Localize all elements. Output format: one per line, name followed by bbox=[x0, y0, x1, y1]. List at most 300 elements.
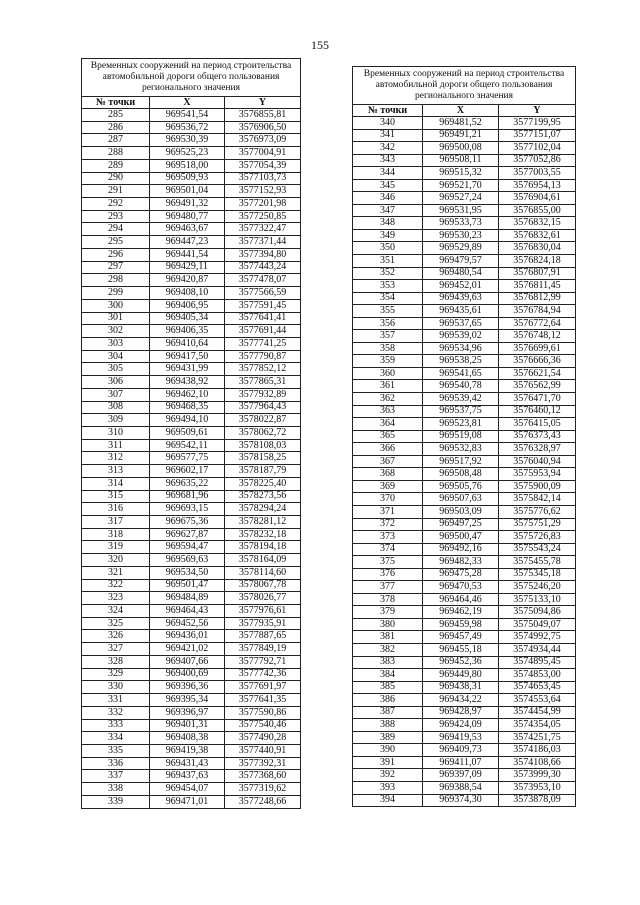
point-number-cell: 385 bbox=[353, 681, 423, 694]
table-row bbox=[353, 719, 576, 732]
x-coordinate-cell: 969521,70 bbox=[423, 179, 499, 192]
x-coordinate-cell: 969454,07 bbox=[150, 783, 225, 796]
table-row bbox=[82, 388, 301, 401]
x-coordinate-cell: 969532,83 bbox=[423, 443, 499, 456]
x-coordinate-cell: 969455,18 bbox=[423, 643, 499, 656]
x-coordinate-cell: 969464,43 bbox=[150, 605, 225, 618]
y-coordinate-cell: 3576973,09 bbox=[225, 134, 301, 147]
point-number-cell: 320 bbox=[82, 554, 150, 567]
point-number-cell: 318 bbox=[82, 528, 150, 541]
point-number-cell: 360 bbox=[353, 367, 423, 380]
table-row bbox=[82, 630, 301, 643]
table-row bbox=[82, 337, 301, 350]
x-coordinate-cell: 969505,76 bbox=[423, 480, 499, 493]
x-coordinate-cell: 969627,87 bbox=[150, 528, 225, 541]
point-number-cell: 333 bbox=[82, 719, 150, 732]
y-coordinate-cell: 3576562,99 bbox=[499, 380, 576, 393]
x-coordinate-cell: 969388,54 bbox=[423, 781, 499, 794]
y-coordinate-cell: 3577691,44 bbox=[225, 325, 301, 338]
x-coordinate-cell: 969602,17 bbox=[150, 465, 225, 478]
x-coordinate-cell: 969463,67 bbox=[150, 223, 225, 236]
y-coordinate-cell: 3576666,36 bbox=[499, 355, 576, 368]
point-number-cell: 303 bbox=[82, 337, 150, 350]
table-row bbox=[82, 325, 301, 338]
y-coordinate-cell: 3577319,62 bbox=[225, 783, 301, 796]
x-coordinate-cell: 969437,63 bbox=[150, 770, 225, 783]
x-coordinate-cell: 969525,23 bbox=[150, 147, 225, 160]
x-coordinate-cell: 969534,96 bbox=[423, 342, 499, 355]
y-coordinate-cell: 3577887,65 bbox=[225, 630, 301, 643]
point-number-cell: 298 bbox=[82, 274, 150, 287]
y-coordinate-cell: 3575751,29 bbox=[499, 518, 576, 531]
x-coordinate-cell: 969541,54 bbox=[150, 109, 225, 122]
table-row bbox=[82, 350, 301, 363]
y-coordinate-cell: 3577248,66 bbox=[225, 795, 301, 808]
y-coordinate-cell: 3577368,60 bbox=[225, 770, 301, 783]
point-number-cell: 365 bbox=[353, 430, 423, 443]
x-coordinate-cell: 969400,69 bbox=[150, 668, 225, 681]
point-number-cell: 316 bbox=[82, 503, 150, 516]
table-row bbox=[82, 528, 301, 541]
y-coordinate-cell: 3574186,03 bbox=[499, 744, 576, 757]
table-row bbox=[353, 631, 576, 644]
point-number-cell: 352 bbox=[353, 267, 423, 280]
y-coordinate-cell: 3577052,86 bbox=[499, 154, 576, 167]
table-row bbox=[353, 581, 576, 594]
y-coordinate-cell: 3575900,09 bbox=[499, 480, 576, 493]
point-number-cell: 359 bbox=[353, 355, 423, 368]
x-coordinate-cell: 969494,10 bbox=[150, 414, 225, 427]
point-number-cell: 299 bbox=[82, 287, 150, 300]
point-number-cell: 340 bbox=[353, 117, 423, 130]
x-coordinate-cell: 969397,09 bbox=[423, 769, 499, 782]
point-number-cell: 348 bbox=[353, 217, 423, 230]
point-number-cell: 323 bbox=[82, 592, 150, 605]
y-coordinate-cell: 3577250,85 bbox=[225, 210, 301, 223]
point-number-cell: 312 bbox=[82, 452, 150, 465]
table-row bbox=[82, 668, 301, 681]
table-row bbox=[353, 706, 576, 719]
x-coordinate-cell: 969539,02 bbox=[423, 330, 499, 343]
y-coordinate-cell: 3577443,24 bbox=[225, 261, 301, 274]
point-number-cell: 355 bbox=[353, 305, 423, 318]
x-coordinate-cell: 969509,61 bbox=[150, 426, 225, 439]
x-coordinate-cell: 969507,63 bbox=[423, 493, 499, 506]
y-coordinate-cell: 3577790,87 bbox=[225, 350, 301, 363]
x-coordinate-cell: 969542,11 bbox=[150, 439, 225, 452]
point-number-cell: 382 bbox=[353, 643, 423, 656]
table-row bbox=[353, 355, 576, 368]
point-number-cell: 304 bbox=[82, 350, 150, 363]
point-number-cell: 317 bbox=[82, 516, 150, 529]
y-coordinate-cell: 3574895,45 bbox=[499, 656, 576, 669]
x-coordinate-cell: 969457,49 bbox=[423, 631, 499, 644]
y-coordinate-cell: 3576328,97 bbox=[499, 443, 576, 456]
table-row bbox=[353, 493, 576, 506]
x-coordinate-cell: 969540,78 bbox=[423, 380, 499, 393]
point-number-cell: 291 bbox=[82, 185, 150, 198]
x-coordinate-cell: 969431,43 bbox=[150, 757, 225, 770]
y-coordinate-cell: 3574108,66 bbox=[499, 756, 576, 769]
column-header-x: X bbox=[423, 105, 499, 117]
column-header-x: X bbox=[150, 97, 225, 109]
y-coordinate-cell: 3576824,18 bbox=[499, 255, 576, 268]
x-coordinate-cell: 969452,01 bbox=[423, 280, 499, 293]
table-row bbox=[82, 312, 301, 325]
table-row bbox=[353, 405, 576, 418]
x-coordinate-cell: 969594,47 bbox=[150, 541, 225, 554]
x-coordinate-cell: 969421,02 bbox=[150, 643, 225, 656]
x-coordinate-cell: 969434,22 bbox=[423, 694, 499, 707]
point-number-cell: 367 bbox=[353, 455, 423, 468]
column-header-y: Y bbox=[499, 105, 576, 117]
table-row bbox=[82, 299, 301, 312]
x-coordinate-cell: 969537,75 bbox=[423, 405, 499, 418]
table-row bbox=[82, 592, 301, 605]
point-number-cell: 384 bbox=[353, 669, 423, 682]
x-coordinate-cell: 969675,36 bbox=[150, 516, 225, 529]
point-number-cell: 347 bbox=[353, 204, 423, 217]
x-coordinate-cell: 969420,87 bbox=[150, 274, 225, 287]
x-coordinate-cell: 969396,36 bbox=[150, 681, 225, 694]
table-row bbox=[82, 719, 301, 732]
y-coordinate-cell: 3578187,79 bbox=[225, 465, 301, 478]
x-coordinate-cell: 969374,30 bbox=[423, 794, 499, 807]
x-coordinate-cell: 969536,72 bbox=[150, 121, 225, 134]
y-coordinate-cell: 3576904,61 bbox=[499, 192, 576, 205]
column-header-point: № точки bbox=[82, 97, 150, 109]
x-coordinate-cell: 969503,09 bbox=[423, 505, 499, 518]
x-coordinate-cell: 969395,34 bbox=[150, 694, 225, 707]
x-coordinate-cell: 969480,77 bbox=[150, 210, 225, 223]
y-coordinate-cell: 3577201,98 bbox=[225, 198, 301, 211]
y-coordinate-cell: 3576807,91 bbox=[499, 267, 576, 280]
x-coordinate-cell: 969429,11 bbox=[150, 261, 225, 274]
table-row bbox=[82, 795, 301, 808]
y-coordinate-cell: 3576855,00 bbox=[499, 204, 576, 217]
point-number-cell: 358 bbox=[353, 342, 423, 355]
y-coordinate-cell: 3577849,19 bbox=[225, 643, 301, 656]
table-row bbox=[353, 229, 576, 242]
y-coordinate-cell: 3573878,09 bbox=[499, 794, 576, 807]
y-coordinate-cell: 3576812,99 bbox=[499, 292, 576, 305]
table-row bbox=[353, 430, 576, 443]
y-coordinate-cell: 3575094,86 bbox=[499, 606, 576, 619]
point-number-cell: 344 bbox=[353, 167, 423, 180]
y-coordinate-cell: 3578164,09 bbox=[225, 554, 301, 567]
y-coordinate-cell: 3577394,80 bbox=[225, 248, 301, 261]
table-row bbox=[82, 414, 301, 427]
table-row bbox=[353, 267, 576, 280]
table-row bbox=[353, 280, 576, 293]
point-number-cell: 296 bbox=[82, 248, 150, 261]
table-row bbox=[353, 317, 576, 330]
x-coordinate-cell: 969436,01 bbox=[150, 630, 225, 643]
column-header-point: № точки bbox=[353, 105, 423, 117]
table-caption: Временных сооружений на период строительства автомобильной дороги общего пользования регионального значения bbox=[353, 67, 576, 105]
table-row bbox=[353, 731, 576, 744]
table-row bbox=[82, 566, 301, 579]
point-number-cell: 342 bbox=[353, 142, 423, 155]
point-number-cell: 338 bbox=[82, 783, 150, 796]
y-coordinate-cell: 3577976,61 bbox=[225, 605, 301, 618]
x-coordinate-cell: 969459,98 bbox=[423, 618, 499, 631]
point-number-cell: 386 bbox=[353, 694, 423, 707]
table-row bbox=[82, 477, 301, 490]
y-coordinate-cell: 3577852,12 bbox=[225, 363, 301, 376]
x-coordinate-cell: 969492,16 bbox=[423, 543, 499, 556]
y-coordinate-cell: 3578114,60 bbox=[225, 566, 301, 579]
y-coordinate-cell: 3576460,12 bbox=[499, 405, 576, 418]
y-coordinate-cell: 3574553,64 bbox=[499, 694, 576, 707]
table-row bbox=[82, 617, 301, 630]
table-row bbox=[353, 167, 576, 180]
x-coordinate-cell: 969538,25 bbox=[423, 355, 499, 368]
point-number-cell: 301 bbox=[82, 312, 150, 325]
y-coordinate-cell: 3578108,03 bbox=[225, 439, 301, 452]
table-row bbox=[82, 490, 301, 503]
table-row bbox=[82, 783, 301, 796]
point-number-cell: 288 bbox=[82, 147, 150, 160]
y-coordinate-cell: 3575543,24 bbox=[499, 543, 576, 556]
table-row bbox=[353, 292, 576, 305]
point-number-cell: 369 bbox=[353, 480, 423, 493]
y-coordinate-cell: 3577865,31 bbox=[225, 376, 301, 389]
point-number-cell: 383 bbox=[353, 656, 423, 669]
y-coordinate-cell: 3577964,43 bbox=[225, 401, 301, 414]
table-row bbox=[353, 418, 576, 431]
x-coordinate-cell: 969438,92 bbox=[150, 376, 225, 389]
y-coordinate-cell: 3575246,20 bbox=[499, 581, 576, 594]
point-number-cell: 349 bbox=[353, 229, 423, 242]
table-row bbox=[353, 694, 576, 707]
y-coordinate-cell: 3575953,94 bbox=[499, 468, 576, 481]
point-number-cell: 392 bbox=[353, 769, 423, 782]
x-coordinate-cell: 969500,08 bbox=[423, 142, 499, 155]
x-coordinate-cell: 969527,24 bbox=[423, 192, 499, 205]
x-coordinate-cell: 969439,63 bbox=[423, 292, 499, 305]
x-coordinate-cell: 969518,00 bbox=[150, 159, 225, 172]
point-number-cell: 332 bbox=[82, 706, 150, 719]
y-coordinate-cell: 3576832,61 bbox=[499, 229, 576, 242]
table-row bbox=[82, 681, 301, 694]
y-coordinate-cell: 3578281,12 bbox=[225, 516, 301, 529]
y-coordinate-cell: 3576040,94 bbox=[499, 455, 576, 468]
y-coordinate-cell: 3575049,07 bbox=[499, 618, 576, 631]
table-row bbox=[353, 669, 576, 682]
table-row bbox=[353, 681, 576, 694]
coordinates-table-left bbox=[81, 58, 301, 809]
x-coordinate-cell: 969408,10 bbox=[150, 287, 225, 300]
y-coordinate-cell: 3577102,04 bbox=[499, 142, 576, 155]
point-number-cell: 357 bbox=[353, 330, 423, 343]
y-coordinate-cell: 3577003,55 bbox=[499, 167, 576, 180]
y-coordinate-cell: 3577151,07 bbox=[499, 129, 576, 142]
y-coordinate-cell: 3576415,05 bbox=[499, 418, 576, 431]
point-number-cell: 319 bbox=[82, 541, 150, 554]
point-number-cell: 370 bbox=[353, 493, 423, 506]
point-number-cell: 285 bbox=[82, 109, 150, 122]
table-row bbox=[353, 568, 576, 581]
table-row bbox=[353, 543, 576, 556]
table-row bbox=[82, 121, 301, 134]
y-coordinate-cell: 3577199,95 bbox=[499, 117, 576, 130]
x-coordinate-cell: 969537,65 bbox=[423, 317, 499, 330]
y-coordinate-cell: 3575842,14 bbox=[499, 493, 576, 506]
x-coordinate-cell: 969501,04 bbox=[150, 185, 225, 198]
point-number-cell: 315 bbox=[82, 490, 150, 503]
point-number-cell: 341 bbox=[353, 129, 423, 142]
y-coordinate-cell: 3577054,39 bbox=[225, 159, 301, 172]
y-coordinate-cell: 3574853,00 bbox=[499, 669, 576, 682]
y-coordinate-cell: 3576699,61 bbox=[499, 342, 576, 355]
x-coordinate-cell: 969441,54 bbox=[150, 248, 225, 261]
table-row bbox=[353, 531, 576, 544]
point-number-cell: 321 bbox=[82, 566, 150, 579]
x-coordinate-cell: 969475,28 bbox=[423, 568, 499, 581]
point-number-cell: 353 bbox=[353, 280, 423, 293]
table-row bbox=[82, 426, 301, 439]
x-coordinate-cell: 969401,31 bbox=[150, 719, 225, 732]
x-coordinate-cell: 969447,23 bbox=[150, 236, 225, 249]
x-coordinate-cell: 969541,65 bbox=[423, 367, 499, 380]
table-row bbox=[353, 154, 576, 167]
point-number-cell: 313 bbox=[82, 465, 150, 478]
x-coordinate-cell: 969497,25 bbox=[423, 518, 499, 531]
point-number-cell: 310 bbox=[82, 426, 150, 439]
x-coordinate-cell: 969529,89 bbox=[423, 242, 499, 255]
table-row bbox=[353, 455, 576, 468]
table-row bbox=[82, 109, 301, 122]
x-coordinate-cell: 969539,42 bbox=[423, 393, 499, 406]
x-coordinate-cell: 969462,19 bbox=[423, 606, 499, 619]
table-row bbox=[82, 541, 301, 554]
point-number-cell: 293 bbox=[82, 210, 150, 223]
point-number-cell: 363 bbox=[353, 405, 423, 418]
y-coordinate-cell: 3578225,40 bbox=[225, 477, 301, 490]
x-coordinate-cell: 969405,34 bbox=[150, 312, 225, 325]
table-row bbox=[82, 465, 301, 478]
table-row bbox=[82, 147, 301, 160]
y-coordinate-cell: 3577322,47 bbox=[225, 223, 301, 236]
table-row bbox=[82, 770, 301, 783]
y-coordinate-cell: 3577152,93 bbox=[225, 185, 301, 198]
x-coordinate-cell: 969449,80 bbox=[423, 669, 499, 682]
point-number-cell: 345 bbox=[353, 179, 423, 192]
point-number-cell: 387 bbox=[353, 706, 423, 719]
y-coordinate-cell: 3576471,70 bbox=[499, 393, 576, 406]
point-number-cell: 330 bbox=[82, 681, 150, 694]
point-number-cell: 308 bbox=[82, 401, 150, 414]
y-coordinate-cell: 3577742,36 bbox=[225, 668, 301, 681]
x-coordinate-cell: 969508,11 bbox=[423, 154, 499, 167]
table-row bbox=[353, 305, 576, 318]
y-coordinate-cell: 3578232,18 bbox=[225, 528, 301, 541]
x-coordinate-cell: 969419,38 bbox=[150, 744, 225, 757]
table-row bbox=[353, 129, 576, 142]
point-number-cell: 362 bbox=[353, 393, 423, 406]
point-number-cell: 290 bbox=[82, 172, 150, 185]
point-number-cell: 371 bbox=[353, 505, 423, 518]
y-coordinate-cell: 3577591,45 bbox=[225, 299, 301, 312]
y-coordinate-cell: 3575345,18 bbox=[499, 568, 576, 581]
point-number-cell: 327 bbox=[82, 643, 150, 656]
y-coordinate-cell: 3576373,43 bbox=[499, 430, 576, 443]
x-coordinate-cell: 969428,97 bbox=[423, 706, 499, 719]
table-row bbox=[353, 342, 576, 355]
y-coordinate-cell: 3576832,15 bbox=[499, 217, 576, 230]
table-caption: Временных сооружений на период строительства автомобильной дороги общего пользования регионального значения bbox=[82, 59, 301, 97]
point-number-cell: 331 bbox=[82, 694, 150, 707]
point-number-cell: 286 bbox=[82, 121, 150, 134]
point-number-cell: 378 bbox=[353, 593, 423, 606]
y-coordinate-cell: 3576906,50 bbox=[225, 121, 301, 134]
table-row bbox=[353, 117, 576, 130]
table-row bbox=[82, 655, 301, 668]
x-coordinate-cell: 969431,99 bbox=[150, 363, 225, 376]
table-row bbox=[82, 274, 301, 287]
y-coordinate-cell: 3577540,46 bbox=[225, 719, 301, 732]
point-number-cell: 374 bbox=[353, 543, 423, 556]
table-row bbox=[82, 401, 301, 414]
point-number-cell: 287 bbox=[82, 134, 150, 147]
x-coordinate-cell: 969396,97 bbox=[150, 706, 225, 719]
x-coordinate-cell: 969406,35 bbox=[150, 325, 225, 338]
point-number-cell: 356 bbox=[353, 317, 423, 330]
y-coordinate-cell: 3576855,81 bbox=[225, 109, 301, 122]
y-coordinate-cell: 3578158,25 bbox=[225, 452, 301, 465]
table-row bbox=[353, 744, 576, 757]
table-row bbox=[82, 503, 301, 516]
x-coordinate-cell: 969464,46 bbox=[423, 593, 499, 606]
point-number-cell: 309 bbox=[82, 414, 150, 427]
table-row bbox=[353, 330, 576, 343]
point-number-cell: 322 bbox=[82, 579, 150, 592]
x-coordinate-cell: 969407,66 bbox=[150, 655, 225, 668]
page-number: 155 bbox=[311, 38, 329, 52]
y-coordinate-cell: 3577371,44 bbox=[225, 236, 301, 249]
y-coordinate-cell: 3576784,94 bbox=[499, 305, 576, 318]
x-coordinate-cell: 969438,31 bbox=[423, 681, 499, 694]
point-number-cell: 394 bbox=[353, 794, 423, 807]
y-coordinate-cell: 3577103,73 bbox=[225, 172, 301, 185]
table-row bbox=[353, 380, 576, 393]
point-number-cell: 311 bbox=[82, 439, 150, 452]
y-coordinate-cell: 3577741,25 bbox=[225, 337, 301, 350]
y-coordinate-cell: 3574934,44 bbox=[499, 643, 576, 656]
y-coordinate-cell: 3573999,30 bbox=[499, 769, 576, 782]
y-coordinate-cell: 3576954,13 bbox=[499, 179, 576, 192]
x-coordinate-cell: 969424,09 bbox=[423, 719, 499, 732]
point-number-cell: 350 bbox=[353, 242, 423, 255]
y-coordinate-cell: 3576811,45 bbox=[499, 280, 576, 293]
y-coordinate-cell: 3578194,18 bbox=[225, 541, 301, 554]
x-coordinate-cell: 969409,73 bbox=[423, 744, 499, 757]
table-row bbox=[353, 756, 576, 769]
point-number-cell: 373 bbox=[353, 531, 423, 544]
x-coordinate-cell: 969491,32 bbox=[150, 198, 225, 211]
y-coordinate-cell: 3576621,54 bbox=[499, 367, 576, 380]
x-coordinate-cell: 969481,52 bbox=[423, 117, 499, 130]
table-row bbox=[353, 443, 576, 456]
table-row bbox=[82, 223, 301, 236]
x-coordinate-cell: 969530,23 bbox=[423, 229, 499, 242]
x-coordinate-cell: 969569,63 bbox=[150, 554, 225, 567]
y-coordinate-cell: 3578062,72 bbox=[225, 426, 301, 439]
table-row bbox=[82, 261, 301, 274]
y-coordinate-cell: 3578026,77 bbox=[225, 592, 301, 605]
table-row bbox=[82, 185, 301, 198]
